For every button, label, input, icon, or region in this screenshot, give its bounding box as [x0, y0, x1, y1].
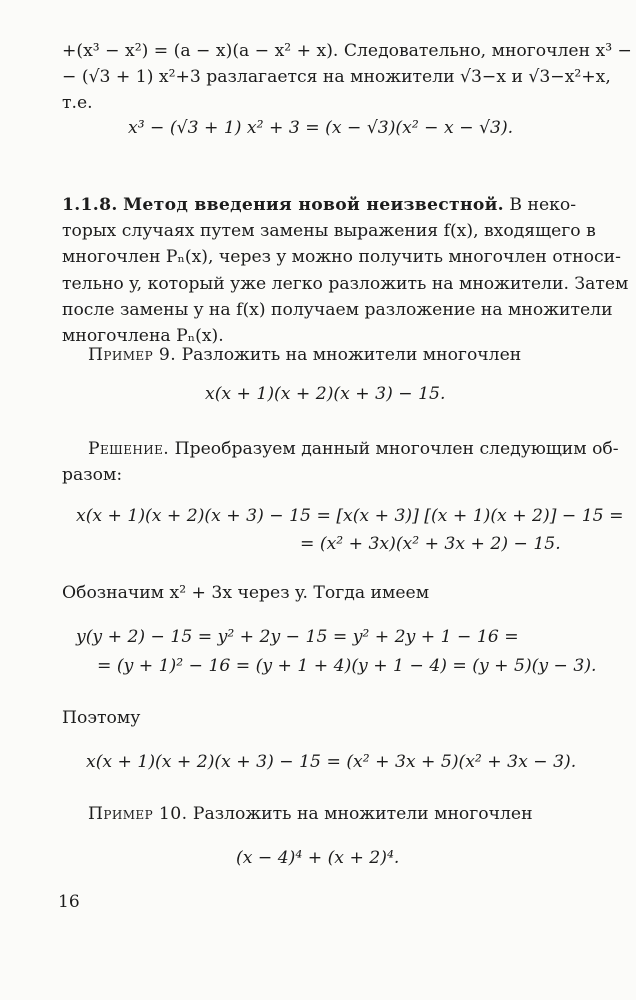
example9-text: Разложить на множители многочлен [181, 345, 522, 365]
section-number: 1.1.8. [62, 195, 118, 215]
example10-paragraph [62, 801, 588, 827]
therefore-paragraph [62, 705, 588, 731]
example10-formula: (x − 4)⁴ + (x + 2)⁴. [236, 848, 400, 868]
example9-formula: x(x + 1)(x + 2)(x + 3) − 15. [205, 384, 446, 404]
section-line-1-rest: В неко- [509, 195, 577, 215]
top-line-1: +(x³ − x²) = (a − x)(a − x² + x). Следовательно, многочлен x³ − [62, 41, 632, 61]
example9-paragraph [62, 342, 588, 368]
solution-label: Решение. [88, 439, 170, 459]
solution-text-2: разом: [62, 465, 123, 486]
section-line-5: после замены y на f(x) получаем разложение на множители [62, 299, 613, 320]
top-line-3: т.е. [62, 93, 93, 114]
example10-text: Разложить на множители многочлен [192, 804, 533, 824]
substitution-text: Обозначим x² + 3x через y. Тогда имеем [62, 583, 430, 603]
section-heading-line [62, 192, 588, 218]
section-line-6: многочлена Pₙ(x). [62, 326, 224, 347]
example10-label: Пример 10. [88, 804, 188, 824]
section-line-3: многочлен Pₙ(x), через y можно получить многочлен относи- [62, 247, 621, 268]
section-paragraph [62, 192, 629, 349]
section-line-4: тельно y, который уже легко разложить на множители. Затем [62, 273, 629, 294]
page-number: 16 [58, 892, 80, 912]
equation-1-line-2: = (x² + 3x)(x² + 3x + 2) − 15. [300, 534, 561, 554]
solution-paragraph [62, 436, 619, 488]
equation-3: x(x + 1)(x + 2)(x + 3) − 15 = (x² + 3x + 5)(x² + 3x − 3). [86, 752, 577, 772]
top-line-2: − (√3 + 1) x²+3 разлагается на множители √3−x и √3−x²+x, [62, 67, 611, 88]
substitution-paragraph [62, 580, 588, 606]
solution-text-1: Преобразуем данный многочлен следующим об- [174, 439, 619, 459]
top-paragraph [62, 38, 632, 117]
therefore-text: Поэтому [62, 708, 141, 728]
section-title: Метод введения новой неизвестной. [123, 195, 504, 215]
equation-2-line-1: y(y + 2) − 15 = y² + 2y − 15 = y² + 2y + 1 − 16 = [76, 627, 519, 647]
example9-label: Пример 9. [88, 345, 177, 365]
formula-top: x³ − (√3 + 1) x² + 3 = (x − √3)(x² − x − √3). [128, 118, 514, 138]
equation-2-line-2: = (y + 1)² − 16 = (y + 1 + 4)(y + 1 − 4) = (y + 5)(y − 3). [97, 656, 597, 676]
equation-1-line-1: x(x + 1)(x + 2)(x + 3) − 15 = [x(x + 3)] [(x + 1)(x + 2)] − 15 = [76, 506, 624, 526]
section-line-2: торых случаях путем замены выражения f(x), входящего в [62, 221, 596, 242]
